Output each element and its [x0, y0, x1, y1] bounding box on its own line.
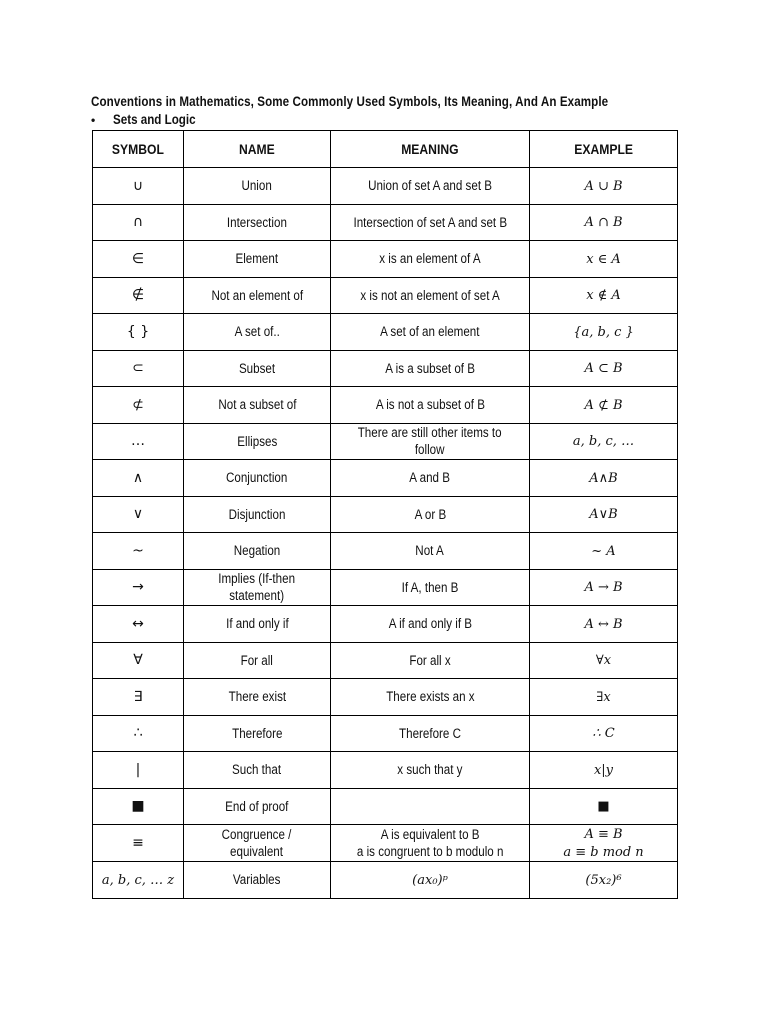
table-row [93, 277, 678, 314]
example-cell: ∀x [530, 642, 678, 679]
table-row [93, 825, 678, 862]
example-cell: (5x₂)⁶ [530, 862, 678, 899]
example-cell: A ∩ B [530, 204, 678, 241]
name-cell: Implies (If-then statement) [184, 569, 331, 606]
table-row [93, 460, 678, 497]
table-row [93, 387, 678, 424]
name-cell: For all [184, 642, 331, 679]
symbol-cell: ∈ [93, 241, 184, 278]
example-cell: {a, b, c } [530, 314, 678, 351]
symbol-cell: … [93, 423, 184, 460]
example-cell: A∧B [530, 460, 678, 497]
example-cell: A∨B [530, 496, 678, 533]
meaning-cell: A set of an element [331, 314, 530, 351]
header-symbol: SYMBOL [93, 131, 184, 168]
meaning-cell: If A, then B [331, 569, 530, 606]
bullet-icon: • [91, 112, 96, 127]
example-cell: A ⊄ B [530, 387, 678, 424]
symbol-cell: ↔ [93, 606, 184, 643]
example-cell: ∴ C [530, 715, 678, 752]
section-title: Sets and Logic [113, 112, 196, 127]
name-cell: A set of.. [184, 314, 331, 351]
table-row [93, 606, 678, 643]
name-cell: Disjunction [184, 496, 331, 533]
example-cell: x|y [530, 752, 678, 789]
table-row [93, 569, 678, 606]
symbol-cell: ⊂ [93, 350, 184, 387]
symbol-cell: → [93, 569, 184, 606]
table-row [93, 788, 678, 825]
header-name: NAME [184, 131, 331, 168]
symbol-cell: ⊄ [93, 387, 184, 424]
meaning-cell: x is not an element of set A [331, 277, 530, 314]
symbol-cell: ~ [93, 533, 184, 570]
meaning-cell: A is not a subset of B [331, 387, 530, 424]
table-header-row [93, 131, 678, 168]
table-row [93, 679, 678, 716]
meaning-cell: A and B [331, 460, 530, 497]
name-cell: Congruence / equivalent [184, 825, 331, 862]
header-meaning: MEANING [331, 131, 530, 168]
name-cell: Ellipses [184, 423, 331, 460]
symbol-cell: ∩ [93, 204, 184, 241]
example-cell: x ∈ A [530, 241, 678, 278]
name-cell: Union [184, 168, 331, 205]
name-cell: Not a subset of [184, 387, 331, 424]
table-row [93, 241, 678, 278]
symbol-cell: ∀ [93, 642, 184, 679]
meaning-cell: (ax₀)ᵖ [331, 862, 530, 899]
table-row [93, 715, 678, 752]
meaning-cell: A or B [331, 496, 530, 533]
name-cell: Such that [184, 752, 331, 789]
table-row [93, 533, 678, 570]
table-row [93, 314, 678, 351]
document-title: Conventions in Mathematics, Some Commonly Used Symbols, Its Meaning, And An Example [91, 94, 609, 109]
meaning-cell: x is an element of A [331, 241, 530, 278]
symbol-cell: ∉ [93, 277, 184, 314]
meaning-cell: A if and only if B [331, 606, 530, 643]
name-cell: Not an element of [184, 277, 331, 314]
name-cell: Subset [184, 350, 331, 387]
name-cell: End of proof [184, 788, 331, 825]
name-cell: There exist [184, 679, 331, 716]
name-cell: Negation [184, 533, 331, 570]
name-cell: Intersection [184, 204, 331, 241]
name-cell: Element [184, 241, 331, 278]
symbol-cell: ∨ [93, 496, 184, 533]
meaning-cell: x such that y [331, 752, 530, 789]
example-cell: ∃x [530, 679, 678, 716]
example-cell: ■ [530, 788, 678, 825]
example-cell: A ↔ B [530, 606, 678, 643]
section-heading [91, 112, 209, 127]
meaning-cell: Intersection of set A and set B [331, 204, 530, 241]
symbol-cell: { } [93, 314, 184, 351]
name-cell: If and only if [184, 606, 331, 643]
meaning-cell: There exists an x [331, 679, 530, 716]
name-cell: Conjunction [184, 460, 331, 497]
name-cell: Therefore [184, 715, 331, 752]
example-cell: A ≡ B a ≡ b mod n [530, 825, 678, 862]
symbol-cell: ≡ [93, 825, 184, 862]
table-row [93, 168, 678, 205]
symbol-cell: ■ [93, 788, 184, 825]
example-cell: ~ A [530, 533, 678, 570]
meaning-cell: There are still other items to follow [331, 423, 530, 460]
table-row [93, 752, 678, 789]
example-cell: x ∉ A [530, 277, 678, 314]
meaning-cell: For all x [331, 642, 530, 679]
symbol-cell: ∃ [93, 679, 184, 716]
meaning-cell: A is equivalent to B a is congruent to b modulo n [331, 825, 530, 862]
symbols-table [92, 130, 678, 899]
meaning-cell: Union of set A and set B [331, 168, 530, 205]
example-cell: a, b, c, … [530, 423, 678, 460]
symbol-cell: ∴ [93, 715, 184, 752]
example-cell: A ∪ B [530, 168, 678, 205]
name-cell: Variables [184, 862, 331, 899]
example-cell: A → B [530, 569, 678, 606]
symbol-cell: | [93, 752, 184, 789]
symbol-cell: ∪ [93, 168, 184, 205]
meaning-cell: Therefore C [331, 715, 530, 752]
meaning-cell [331, 788, 530, 825]
table-row [93, 496, 678, 533]
example-cell: A ⊂ B [530, 350, 678, 387]
table-row [93, 423, 678, 460]
table-row [93, 350, 678, 387]
symbol-cell: ∧ [93, 460, 184, 497]
symbol-cell: a, b, c, … z [93, 862, 184, 899]
header-example: EXAMPLE [530, 131, 678, 168]
meaning-cell: A is a subset of B [331, 350, 530, 387]
meaning-cell: Not A [331, 533, 530, 570]
table-row [93, 862, 678, 899]
table-row [93, 204, 678, 241]
table-row [93, 642, 678, 679]
